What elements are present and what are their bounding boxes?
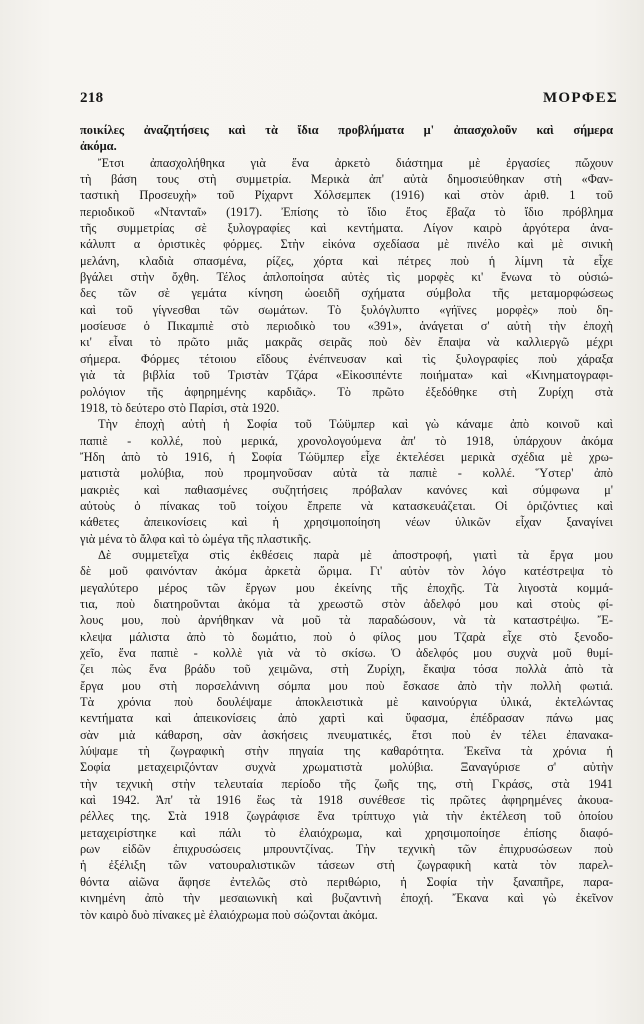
text-line: ποικίλες ἀναζητήσεις καὶ τὰ ἴδια προβλήματα μ' ἀπασχολοῦν καὶ σήμερα [80,123,613,137]
text-line: ταστικὴ Προσευχὴ» τοῦ Ρίχαρντ Χόλσεμπεκ (1916) καὶ στὸν ἀριθ. 1 τοῦ [80,188,613,203]
text-line: καὶ 1942. Ἀπ' τὰ 1916 ἕως τὰ 1918 συνέθεσε τὶς πρῶτες ἀφηρημένες ἀκουα- [80,793,613,808]
text-line: τὴ βάση τους στὴ συμμετρία. Μερικὰ ἀπ' αὐτὰ δημοσιεύθηκαν στὴ «Φαν- [80,172,613,187]
text-line: θόντα αἰῶνα ἄφησε ἐντελῶς στὸ περιθώριο, ἡ Σοφία τὴν ξαναπῆρε, παρα- [80,874,613,889]
text-line: λύψαμε τὴ ζωγραφικὴ στὴν πηγαία της καθαρότητα. Ἐκεῖνα τὰ χρόνια ἡ [80,744,613,759]
text-line: τὸν καιρὸ δυὸ πίνακες μὲ ἐλαιόχρωμα ποὺ σώζονται ἀκόμα. [80,907,378,922]
text-line: περιοδικοῦ «Ντανταῖ» (1917). Ἐπίσης τὸ ἴδιο ἔτος ἔβαζα τὸ ἴδιο πρόβλημα [80,204,613,219]
text-line: τια, ποὺ διατηροῦνται ἀκόμα τὰ χρεωστῶ στὸν ἀδελφό μου καὶ στοὺς φί- [80,596,613,611]
text-line: κινημένη ἀπὸ τὴν μεσαιωνικὴ καὶ βυζαντινὴ ἐποχή. Ἔκανα καὶ γὼ ἐκεῖνον [80,891,613,906]
text-line: κάλυπτ α ὀριστικὲς φόρμες. Στὴν εἰκόνα σχεδίασα μὲ πινέλο καὶ μὲ σινικὴ [80,237,613,252]
running-title: ΜΟΡΦΕΣ [542,90,618,106]
text-line: μεγαλύτερο μέρος τῶν ἔργων μου ἐκείνης τῆς ἐποχῆς. Τὰ λιγοστὰ κομμά- [80,580,613,595]
body-text [80,122,613,923]
text-line: ρολόγιον τῆς ἀφηρημένης καρδιᾶς». Τὸ πρῶτο ἐξεδόθηκε στὴ Ζυρίχη στὰ [80,384,613,399]
text-line: κάθετες ἀπεικονίσεις καὶ ἡ χρησιμοποίηση νέων ὑλικῶν εἶχαν ξαναγίνει [80,515,613,530]
text-line: μακριὲς καὶ παθιασμένες συζητήσεις πρόβαλαν κανόνες καὶ σύμφωνα μ' [80,482,613,497]
page-number: 218 [80,90,104,106]
text-line: αὐτοὺς ὁ πίνακας τοῦ τοίχου ἔπρεπε νὰ κατασκευάζεται. Οἱ ὁριζόντιες καὶ [80,498,613,513]
text-line: Τὰ χρόνια ποὺ δουλέψαμε ἀποκλειστικὰ μὲ καινούργια ὑλικά, ἐκτελώντας [80,695,613,710]
text-line: Ἤδη ἀπὸ τὸ 1916, ἡ Σοφία Τώϋμπερ εἶχε ἐκτελέσει μερικὰ σχέδια μὲ χρω- [80,449,613,464]
text-line: ἔργα μου στὴ πορσελάνινη σόμπα μου ποὺ ἔσκασε ἀπὸ τὴν πολλὴ φωτιά. [80,678,613,693]
text-line: Σοφία μεταχειριζόνταν συχνὰ χρωματιστὰ μολύβια. Ξαναγύρισε σ' αὐτὴν [80,760,613,775]
text-line: ρων εἰδῶν ἐπιχρυσώσεις μπρουντζίνας. Τὴν τεχνικὴ τῶν ἐπιχρυσώσεων ποὺ [80,842,613,857]
text-line: γιὰ τὰ βιβλία τοῦ Τριστὰν Τζάρα «Εἰκοσιπέντε ποιήματα» καὶ «Κινηματογραφι- [80,368,613,383]
text-line: Ἔτσι ἀπασχολήθηκα γιὰ ἕνα ἀρκετὸ διάστημα μὲ ἐργασίες πὤχουν [98,155,613,170]
text-line: ἡ ἐξέλιξη τῶν νατουραλιστικῶν τάσεων στὴ ζωγραφικὴ κατὰ τὸν παρελ- [80,858,613,873]
text-line: δες τῶν σὲ γεμάτα κίνηση ὠοειδῆ σχήματα σύμβολα τῆς μεταμορφώσεως [80,286,613,301]
text-line: τῆς συμμετρίας σὲ ξυλογραφίες καὶ κεντήματα. Λίγον καιρὸ ἀργότερα ἀνα- [80,221,613,236]
text-line: λους μου, ποὺ ἀρνήθηκαν νὰ μοῦ τὰ παραδώσουν, νὰ τὰ καταστρέψω. Ἔ- [80,613,613,628]
text-line: μεταχειρίστηκε καὶ πάλι τὸ ἐλαιόχρωμα, καὶ χρησιμοποίησε ἐπίσης διαφό- [80,825,613,840]
text-line: τὴν τεχνικὴ στὴν τελευταία περίοδο τῆς ζωῆς της, στὴ Γκράσς, στὰ 1941 [80,776,613,791]
text-line: καὶ τοῦ γίγνεσθαι τῶν σωμάτων. Τὸ ξυλόγλυπτο «γήϊνες μορφὲς» ποὺ δη- [80,302,613,317]
text-line: ματιστὰ μολύβια, ποὺ προμηνοῦσαν αὐτὰ τὰ παπιὲ - κολλέ. Ὕστερ' ἀπὸ [80,466,613,481]
text-line: σήμερα. Φόρμες τέτοιου εἴδους ἐνέπνευσαν καὶ τὶς ξυλογραφίες ποὺ χάραξα [80,351,613,366]
text-line: Δὲ συμμετεῖχα στὶς ἐκθέσεις παρὰ μὲ ἀποστροφή, γιατὶ τὰ ἔργα μου [98,547,613,562]
text-line: βγάλει στὴν ὄχθη. Τέλος ἁπλοποίησα αὐτὲς τὶς μορφὲς κι' ἔνωνα τὸ οὐσιώ- [80,270,613,285]
text-line: κι' εἶναι τὸ πρῶτο μιᾶς μακρᾶς σειρᾶς ποὺ δὲν ἔπαψα νὰ καλλιεργῶ μέχρι [80,335,613,350]
text-line: παπιὲ - κολλέ, ποὺ μερικά, χρονολογούμενα ἀπ' τὸ 1918, ὑπάρχουν ἀκόμα [80,433,613,448]
text-line: κλεψα μάλιστα ἀπὸ τὸ δωμάτιο, ποὺ ὁ φίλος μου Τζαρὰ εἶχε στὸ ξενοδο- [80,629,613,644]
text-line: δὲ μοῦ φαινόνταν ἀκόμα ἀρκετὰ ὥριμα. Γι' αὐτὸν τὸν λόγο κατέστρεψα τὸ [80,564,613,579]
text-line: μελάνη, κλαδιὰ σπασμένα, ρίζες, χόρτα καὶ πέτρες ποὺ ἡ λίμνη τὰ εἶχε [80,253,613,268]
text-line: ρέλλες της. Στὰ 1918 ζωγράφισε ἕνα τρίπτυχο γιὰ τὴν ἐκτέλεση τοῦ ὁποίου [80,809,613,824]
text-line: χεῖο, ἕνα παπιὲ - κολλὲ γιὰ νὰ τὸ σκίσω. Ὁ ἀδελφός μου συχνὰ μοῦ θυμί- [80,646,613,660]
text-line: γιὰ μένα τὸ ἄλφα καὶ τὸ ὠμέγα τῆς πλαστικῆς. [80,531,312,546]
text-line: ἀκόμα. [80,139,117,154]
text-line: μοσίευσε ὁ Πικαμπιὲ στὸ περιοδικὸ του «391», ἀνάγεται σ' αὐτὴ τὴν ἐποχὴ [80,319,613,334]
text-line: 1918, τὸ δεύτερο στὸ Παρίσι, στὰ 1920. [80,400,280,415]
page-header [78,90,618,112]
text-line: κεντήματα καὶ ἀπεικονίσεις ἀπὸ χαρτὶ καὶ ὕφασμα, ἐπέδρασαν πάνω μας [80,711,613,726]
text-line: ζει πὼς ἕνα βράδυ τοῦ χειμῶνα, στὴ Ζυρίχη, ἔκαψα τόσα πολλὰ ἀπὸ τὰ [80,662,613,677]
text-line: Τὴν ἐποχὴ αὐτὴ ἡ Σοφία τοῦ Τώϋμπερ καὶ γὼ κάναμε ἀπὸ κοινοῦ καὶ [98,417,613,432]
text-line: σὰν μιὰ κάθαρση, σὰν ἀσκήσεις πνευματικές, ἔτσι ποὺ ἐν τέλει ἐπανακα- [80,727,613,742]
